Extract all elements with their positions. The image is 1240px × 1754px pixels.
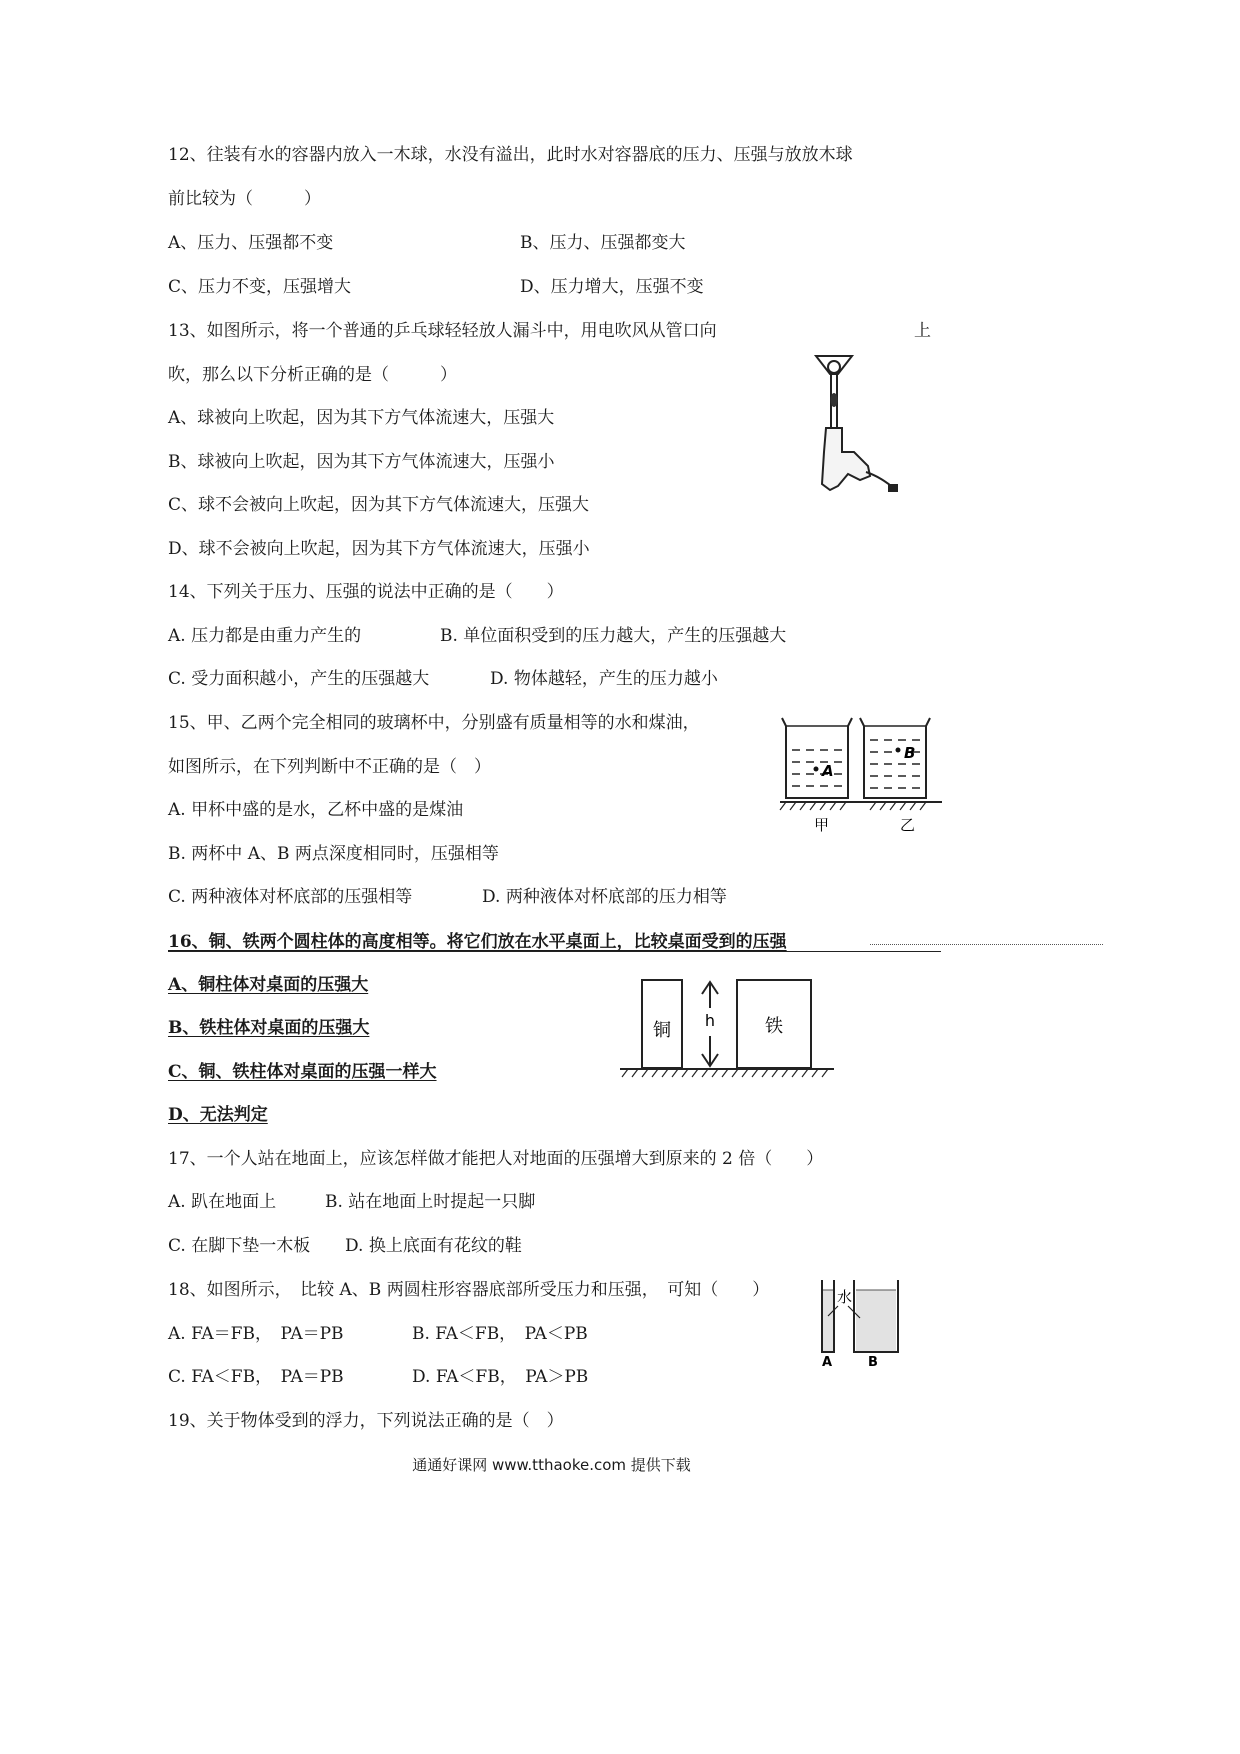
iron-label: 铁 (765, 1016, 783, 1037)
q18-stem: 18、如图所示， 比较 A、B 两圆柱形容器底部所受压力和压强， 可知（ ） (168, 1280, 770, 1300)
q13-stem-line1: 13、如图所示，将一个普通的乒乓球轻轻放人漏斗中，用电吹风从管口向 (168, 321, 717, 341)
q16-dotted-rule (870, 944, 1103, 945)
q17-option-a: A. 趴在地面上 (168, 1192, 277, 1212)
q17-stem: 17、一个人站在地面上，应该怎样做才能把人对地面的压强增大到原来的 2 倍（ ） (168, 1149, 824, 1169)
glass-jia-label: 甲 (814, 816, 830, 834)
q16-option-b: B、铁柱体对桌面的压强大 (168, 1018, 370, 1038)
q13-option-d: D、球不会被向上吹起，因为其下方气体流速大，压强小 (168, 539, 590, 559)
q16-rule (168, 951, 941, 952)
two-glasses-figure (778, 712, 944, 837)
q18-option-c: C. FA＜FB， PA＝PB (168, 1367, 344, 1387)
q14-stem: 14、下列关于压力、压强的说法中正确的是（ ） (168, 582, 564, 602)
q17-option-d: D. 换上底面有花纹的鞋 (345, 1236, 522, 1256)
q13-stem-tail: 上 (914, 321, 931, 341)
q12-stem-line1: 12、往装有水的容器内放入一木球，水没有溢出，此时水对容器底的压力、压强与放放木球 (168, 145, 853, 165)
q15-option-b: B. 两杯中 A、B 两点深度相同时，压强相等 (168, 844, 499, 864)
funnel-hairdryer-figure (808, 348, 903, 498)
q14-option-d: D. 物体越轻，产生的压力越小 (490, 669, 718, 689)
water-label: 水 (837, 1288, 853, 1306)
q12-option-a: A、压力、压强都不变 (168, 233, 334, 253)
container-b-label: B (868, 1355, 878, 1370)
q16-stem: 16、铜、铁两个圆柱体的高度相等。将它们放在水平桌面上，比较桌面受到的压强 (168, 932, 787, 952)
point-a-label: A (822, 762, 834, 780)
q13-stem-line2: 吹，那么以下分析正确的是（ ） (168, 365, 457, 385)
q15-option-c: C. 两种液体对杯底部的压强相等 (168, 887, 413, 907)
q17-option-b: B. 站在地面上时提起一只脚 (325, 1192, 536, 1212)
q16-option-d: D、无法判定 (168, 1105, 268, 1125)
two-containers-figure (812, 1276, 904, 1370)
copper-iron-cylinders-figure (618, 974, 838, 1084)
q13-option-c: C、球不会被向上吹起，因为其下方气体流速大，压强大 (168, 495, 590, 515)
glass-yi-label: 乙 (900, 816, 916, 834)
page-footer: 通通好课网 www.tthaoke.com 提供下载 (412, 1456, 691, 1474)
q18-option-a: A. FA＝FB， PA＝PB (168, 1324, 344, 1344)
q14-option-c: C. 受力面积越小，产生的压强越大 (168, 669, 430, 689)
q13-option-b: B、球被向上吹起，因为其下方气体流速大，压强小 (168, 452, 555, 472)
q19-stem: 19、关于物体受到的浮力，下列说法正确的是（ ） (168, 1411, 564, 1431)
q15-option-d: D. 两种液体对杯底部的压力相等 (482, 887, 727, 907)
q15-stem-line1: 15、甲、乙两个完全相同的玻璃杯中，分别盛有质量相等的水和煤油， (168, 713, 700, 733)
q13-option-a: A、球被向上吹起，因为其下方气体流速大，压强大 (168, 408, 555, 428)
q12-option-c: C、压力不变，压强增大 (168, 277, 352, 297)
q18-option-b: B. FA＜FB， PA＜PB (412, 1324, 588, 1344)
q16-option-a: A、铜柱体对桌面的压强大 (168, 975, 369, 995)
q12-option-d: D、压力增大，压强不变 (520, 277, 704, 297)
q15-option-a: A. 甲杯中盛的是水，乙杯中盛的是煤油 (168, 800, 464, 820)
q14-option-a: A. 压力都是由重力产生的 (168, 626, 362, 646)
q17-option-c: C. 在脚下垫一木板 (168, 1236, 311, 1256)
q16-option-c: C、铜、铁柱体对桌面的压强一样大 (168, 1062, 437, 1082)
container-a-label: A (822, 1355, 833, 1370)
q12-stem-line2: 前比较为（ ） (168, 189, 321, 209)
height-label: h (704, 1011, 716, 1030)
q18-option-d: D. FA＜FB， PA＞PB (412, 1367, 589, 1387)
point-b-label: B (904, 744, 916, 762)
q12-option-b: B、压力、压强都变大 (520, 233, 686, 253)
q15-stem-line2: 如图所示，在下列判断中不正确的是（ ） (168, 757, 491, 777)
copper-label: 铜 (653, 1020, 671, 1041)
q14-option-b: B. 单位面积受到的压力越大，产生的压强越大 (440, 626, 787, 646)
